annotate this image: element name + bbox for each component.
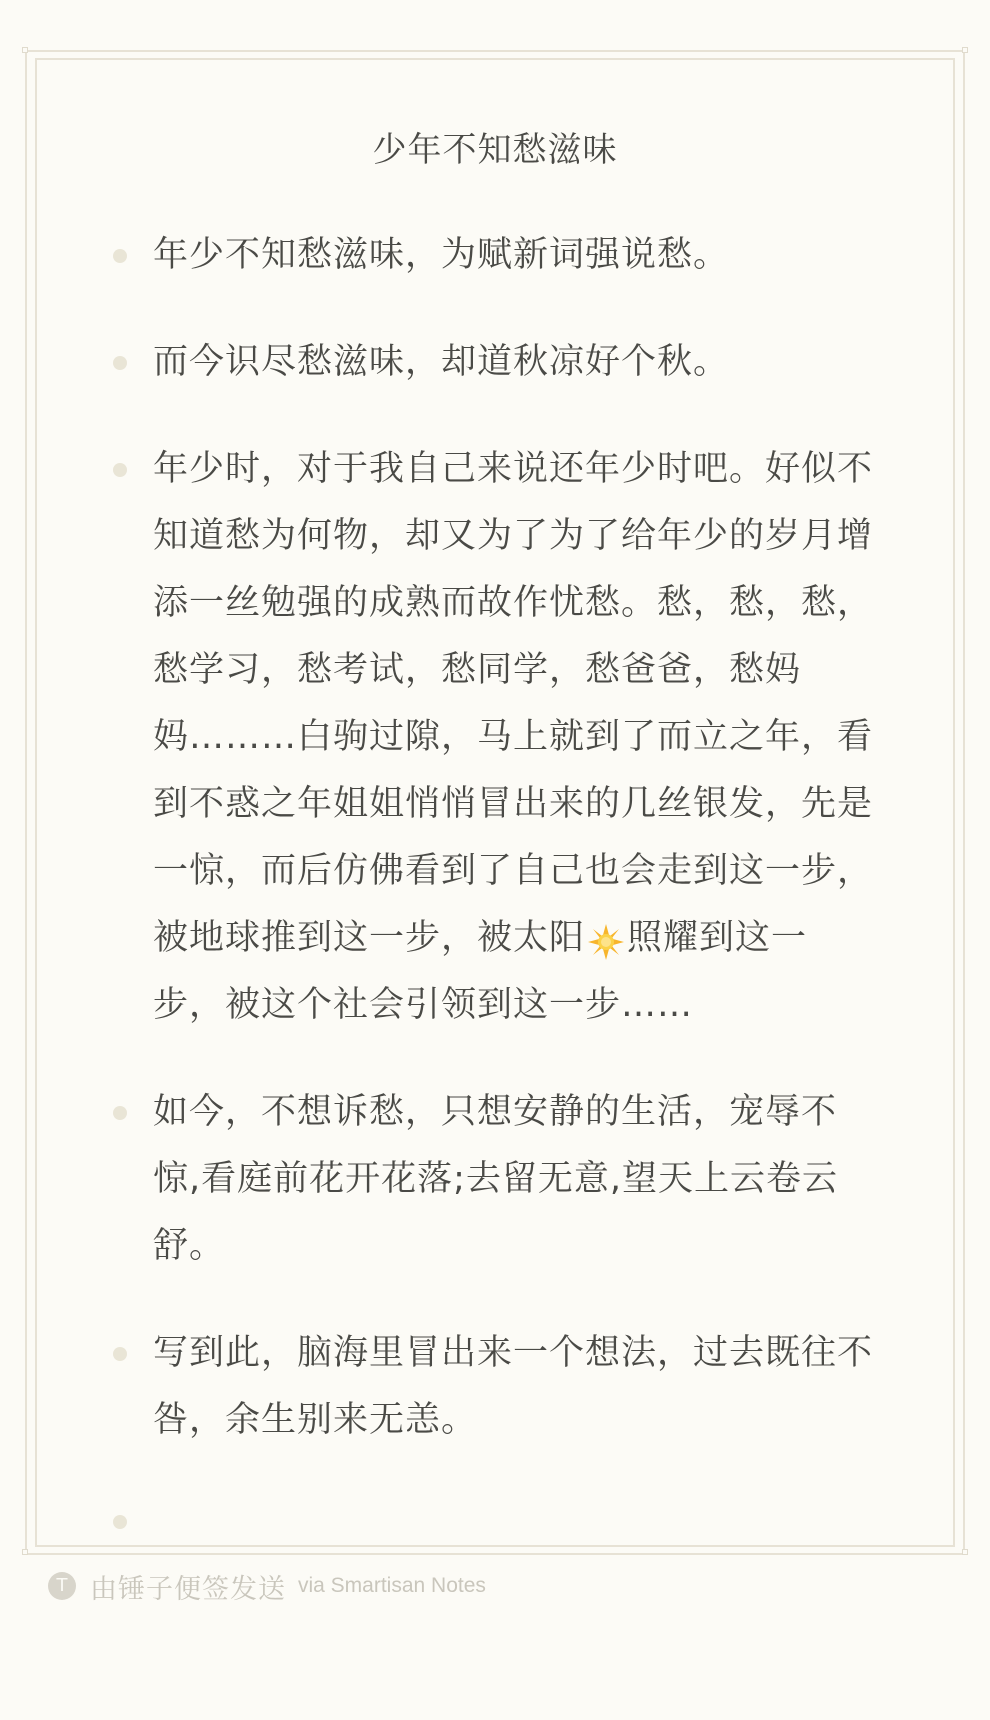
list-item xyxy=(0,436,873,1039)
list-item xyxy=(0,222,873,289)
frame-corner xyxy=(22,47,28,53)
footer-signature xyxy=(48,1568,486,1604)
footer-sent-by: 由锤子便签发送 xyxy=(90,1573,286,1605)
bullet-dot xyxy=(113,1106,127,1120)
list-item-text: 年少时，对于我自己来说还年少时吧。好似不知道愁为何物，却又为了为了给年少的岁月增添一丝勉强的成熟而故作忧愁。愁，愁，愁，愁学习，愁考试，愁同学，愁爸爸，愁妈妈………白驹过隙，马上就到了而立之年，看到不惑之年姐姐悄悄冒出来的几丝银发，先是一惊，而后仿佛看到了自己也会走到这一步，被地球推到这一步，被太阳 xyxy=(153,449,874,958)
sun-emoji-icon xyxy=(587,917,625,955)
list-item-text: 如今，不想诉愁，只想安静的生活，宠辱不惊,看庭前花开花落;去留无意,望天上云卷云舒。 xyxy=(153,1092,839,1266)
note-bullet-list xyxy=(0,222,990,1595)
list-item-empty xyxy=(0,1488,873,1555)
bullet-dot xyxy=(113,249,127,263)
list-item-text: 照耀到这一步，被这个社会引领到这一步…… xyxy=(153,918,808,1025)
list-item-text: 而今识尽愁滋味，却道秋凉好个秋。 xyxy=(153,342,730,382)
frame-corner xyxy=(962,47,968,53)
smartisan-logo-icon: T xyxy=(48,1572,76,1600)
list-item xyxy=(0,329,873,396)
bullet-dot xyxy=(113,1347,127,1361)
list-item xyxy=(0,1320,873,1454)
bullet-dot xyxy=(113,356,127,370)
list-item xyxy=(0,1079,873,1280)
list-item-text: 年少不知愁滋味，为赋新词强说愁。 xyxy=(153,235,730,275)
bullet-dot xyxy=(113,1515,127,1529)
bullet-dot xyxy=(113,463,127,477)
note-title: 少年不知愁滋味 xyxy=(372,130,618,170)
footer-via: via Smartisan Notes xyxy=(298,1574,486,1597)
list-item-text: 写到此，脑海里冒出来一个想法，过去既往不咎，余生别来无恙。 xyxy=(153,1333,874,1440)
